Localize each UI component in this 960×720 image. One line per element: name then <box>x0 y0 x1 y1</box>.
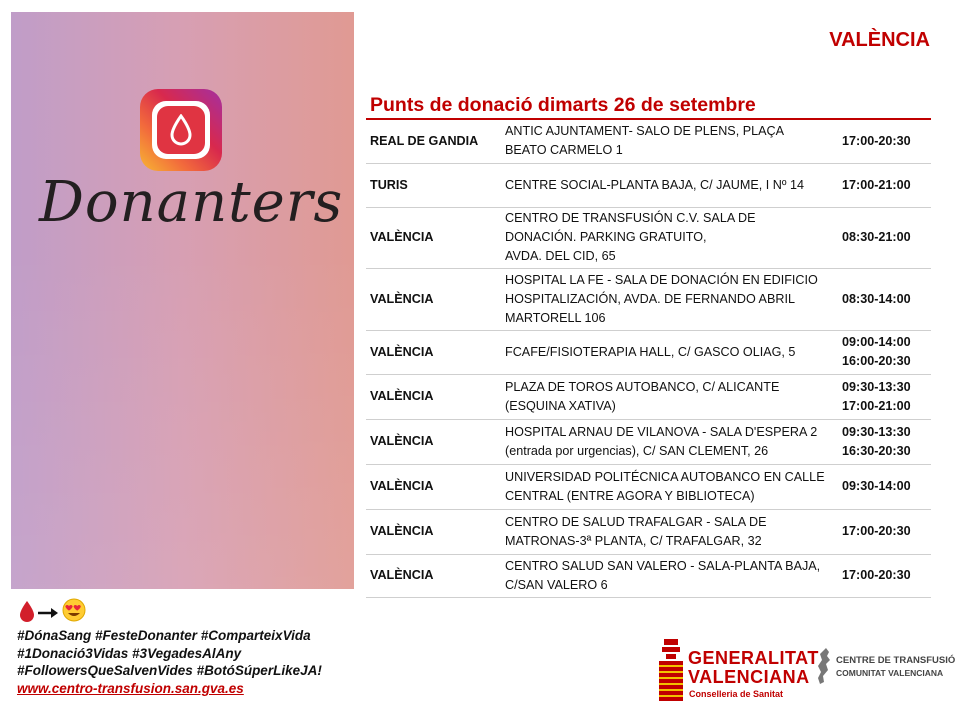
address-line: BEATO CARMELO 1 <box>505 143 623 158</box>
ctcv-line1: CENTRE DE TRANSFUSIÓ <box>836 655 956 666</box>
gva-shield-icon <box>656 637 686 707</box>
blood-drop-icon <box>20 601 34 622</box>
row-address <box>501 120 840 163</box>
address-line: AVDA. DEL CID, 65 <box>505 249 616 263</box>
hours-line: 09:30-13:30 <box>842 379 911 394</box>
hours-line: 17:00-21:00 <box>842 398 911 413</box>
gva-line1: GENERALITAT <box>688 648 819 668</box>
app-logo <box>140 89 222 171</box>
table-title: Punts de donació dimarts 26 de setembre <box>366 92 931 120</box>
row-hours <box>840 268 931 330</box>
hours-line: 17:00-21:00 <box>842 177 911 192</box>
brand-wordmark: Donanters <box>39 170 344 235</box>
address-line: HOSPITAL ARNAU DE VILANOVA - SALA D'ESPERA 2 <box>505 424 818 439</box>
row-hours <box>840 163 931 207</box>
gva-line3: Conselleria de Sanitat <box>689 689 784 699</box>
gva-line2: VALENCIANA <box>688 667 810 687</box>
table-row <box>366 554 931 597</box>
row-address <box>501 464 840 509</box>
address-line: FCAFE/FISIOTERAPIA HALL, C/ GASCO OLIAG, 5 <box>505 344 796 359</box>
hours-line: 17:00-20:30 <box>842 524 911 538</box>
address-line: HOSPITALIZACIÓN, AVDA. DE FERNANDO ABRIL <box>505 291 795 306</box>
table-row <box>366 509 931 554</box>
table-row <box>366 120 931 163</box>
address-line: C/SAN VALERO 6 <box>505 577 608 592</box>
table-row <box>366 163 931 207</box>
valencia-map-icon <box>814 646 834 686</box>
website-link[interactable]: www.centro-transfusion.san.gva.es <box>17 681 244 696</box>
table-row <box>366 268 931 330</box>
city-title: VALÈNCIA <box>829 29 930 51</box>
hours-line: 16:00-20:30 <box>842 354 911 368</box>
heart-eyes-emoji-icon <box>63 599 85 621</box>
hashtag-line: #DónaSang #FesteDonanter #ComparteixVida <box>17 628 311 643</box>
table-row <box>366 374 931 419</box>
address-line: PLAZA DE TOROS AUTOBANCO, C/ ALICANTE <box>505 379 780 394</box>
row-address <box>501 554 840 597</box>
row-location: VALÈNCIA <box>370 389 434 403</box>
address-line: CENTRAL (ENTRE AGORA Y BIBLIOTECA) <box>505 488 755 503</box>
hours-line: 16:30-20:30 <box>842 443 911 458</box>
arrow-right-icon <box>38 608 58 618</box>
generalitat-valenciana-logo <box>652 637 819 707</box>
address-line: DONACIÓN. PARKING GRATUITO, <box>505 230 707 244</box>
address-line: ANTIC AJUNTAMENT- SALO DE PLENS, PLAÇA <box>505 124 784 139</box>
table-row <box>366 419 931 464</box>
hashtag-line: #1Donació3Vidas #3VegadesAlAny <box>17 645 242 661</box>
address-line: (entrada por urgencias), C/ SAN CLEMENT, 26 <box>505 443 769 458</box>
row-hours <box>840 374 931 419</box>
row-address <box>501 330 840 374</box>
table-row <box>366 330 931 374</box>
table-row <box>366 207 931 268</box>
hours-line: 08:30-21:00 <box>842 230 911 244</box>
row-hours <box>840 120 931 163</box>
row-address <box>501 268 840 330</box>
hashtag-block <box>17 627 357 680</box>
hours-line: 17:00-20:30 <box>842 568 911 582</box>
address-line: CENTRE SOCIAL-PLANTA BAJA, C/ JAUME, I Nº 14 <box>505 177 804 192</box>
row-address <box>501 374 840 419</box>
blood-drop-icon <box>169 114 193 146</box>
address-line: HOSPITAL LA FE - SALA DE DONACIÓN EN EDIFICIO <box>505 272 818 287</box>
row-location: VALÈNCIA <box>370 230 434 244</box>
row-location: VALÈNCIA <box>370 291 434 306</box>
hero-panel <box>11 12 354 589</box>
hours-line: 09:30-14:00 <box>842 479 911 493</box>
row-location: VALÈNCIA <box>370 344 434 359</box>
row-hours <box>840 464 931 509</box>
row-hours <box>840 330 931 374</box>
hashtag-line: #FollowersQueSalvenVides #BotóSúperLikeJA! <box>17 663 322 678</box>
row-location: VALÈNCIA <box>370 479 434 493</box>
emoji-sequence <box>17 598 97 624</box>
row-address <box>501 419 840 464</box>
centre-transfusio-logo <box>814 646 956 691</box>
row-hours <box>840 554 931 597</box>
row-hours <box>840 419 931 464</box>
row-location: VALÈNCIA <box>370 434 434 448</box>
hours-line: 08:30-14:00 <box>842 291 911 306</box>
address-line: MATRONAS-3ª PLANTA, C/ TRAFALGAR, 32 <box>505 533 762 548</box>
row-location: TURIS <box>370 177 408 192</box>
address-line: MARTORELL 106 <box>505 310 606 325</box>
ctcv-line2: COMUNITAT VALENCIANA <box>836 668 944 678</box>
row-location: VALÈNCIA <box>370 568 434 582</box>
donation-points-table <box>366 92 931 598</box>
table-row <box>366 464 931 509</box>
hours-line: 17:00-20:30 <box>842 133 911 148</box>
row-address <box>501 163 840 207</box>
row-location: REAL DE GANDIA <box>370 133 479 148</box>
row-hours <box>840 509 931 554</box>
address-line: CENTRO DE TRANSFUSIÓN C.V. SALA DE <box>505 211 756 225</box>
address-line: (ESQUINA XATIVA) <box>505 398 616 413</box>
row-address <box>501 509 840 554</box>
hours-line: 09:00-14:00 <box>842 335 911 349</box>
address-line: UNIVERSIDAD POLITÉCNICA AUTOBANCO EN CALLE <box>505 469 825 484</box>
hours-line: 09:30-13:30 <box>842 424 911 439</box>
row-hours <box>840 207 931 268</box>
row-location: VALÈNCIA <box>370 524 434 538</box>
address-line: CENTRO SALUD SAN VALERO - SALA-PLANTA BAJA, <box>505 558 821 573</box>
row-address <box>501 207 840 268</box>
address-line: CENTRO DE SALUD TRAFALGAR - SALA DE <box>505 514 767 529</box>
